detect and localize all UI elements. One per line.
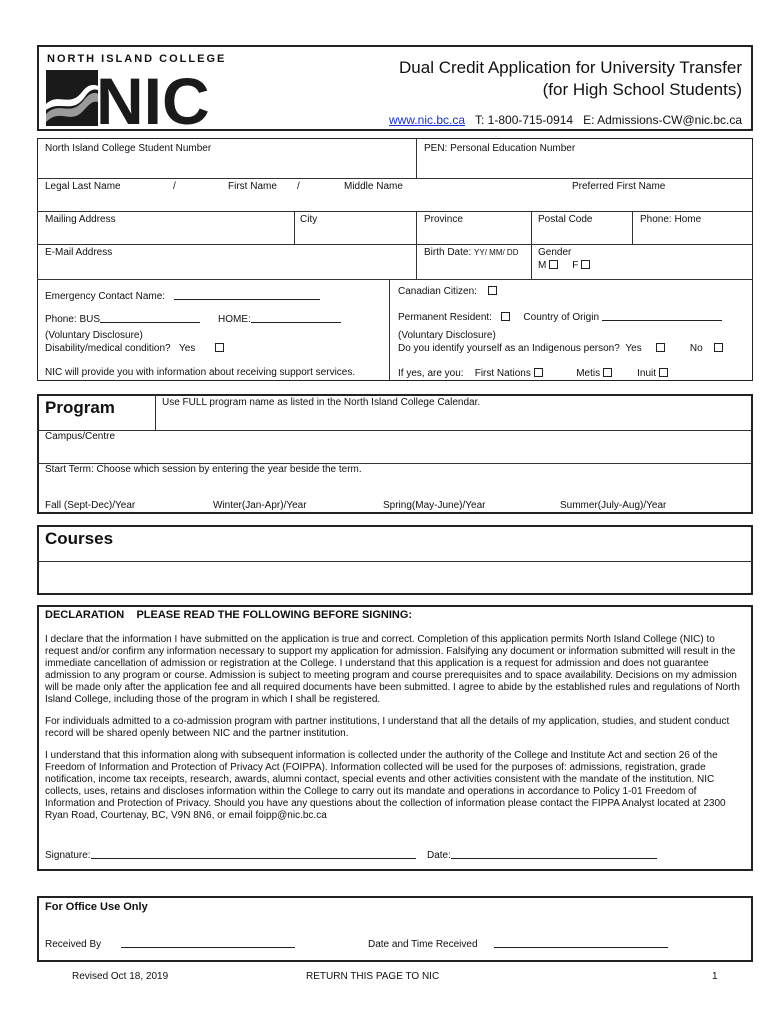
emergency-contact-field[interactable] (174, 290, 320, 300)
office-heading: For Office Use Only (45, 901, 148, 913)
declaration-title: DECLARATION PLEASE READ THE FOLLOWING BEFORE SIGNING: (45, 609, 413, 621)
spring-term: Spring(May-June)/Year (383, 500, 486, 511)
date-time-field[interactable] (494, 938, 668, 948)
program-section (37, 394, 753, 514)
first-name-label: First Name (228, 181, 277, 192)
emergency-contact-label: Emergency Contact Name: (45, 290, 320, 303)
svg-text:NIC: NIC (96, 70, 210, 126)
indigenous-question: Do you identify yourself as an Indigenous person? Yes No (398, 343, 723, 355)
fall-term: Fall (Sept-Dec)/Year (45, 500, 136, 511)
form-title-line2: (for High School Students) (542, 80, 742, 99)
return-note: RETURN THIS PAGE TO NIC (306, 971, 440, 982)
permanent-resident-label: Permanent Resident: Country of Origin (398, 311, 722, 324)
first-nations-checkbox[interactable] (534, 368, 543, 377)
declaration-para-2: For individuals admitted to a co-admission program with partner institutions, I understand that all the details of my application, studies, and student conduct record will be shared openly between NIC and the partner institution. (45, 716, 730, 739)
canadian-citizen-label: Canadian Citizen: (398, 286, 497, 298)
if-yes-row: If yes, are you: First Nations Metis Inuit (398, 368, 668, 380)
date-field[interactable] (451, 849, 657, 859)
student-number-label: North Island College Student Number (45, 143, 212, 154)
province-label: Province (424, 214, 463, 225)
page-number: 1 (712, 971, 718, 982)
declaration-para-1: I declare that the information I have submitted on the application is true and correct. Completion of this application permits North Island College (NIC) to request and/or confirm any information necessary to support my application for admission. Falsifying any document or information submitted will result in the immediate cancellation of admission or registration at the College. I understand that this application is a request for admission and does not guarantee admission to any program or course. Admission is subject to meeting program and course prerequisites and to space availability. Decisions on my admission will be made only after the application fee and all required documents have been submitted. I agree to abide by the established rules and regulations of North Island College, including those of the program in which I shall be registered. (45, 634, 740, 705)
slash-1: / (173, 181, 176, 192)
gender-label: Gender (538, 247, 572, 258)
disability-label: Disability/medical condition? Yes (45, 343, 224, 355)
program-heading: Program (45, 398, 115, 417)
phone-text: T: 1-800-715-0914 (475, 113, 574, 127)
middle-name-label: Middle Name (344, 181, 403, 192)
phone-home2-label: HOME: (218, 313, 341, 326)
email-address-label: E-Mail Address (45, 247, 113, 258)
voluntary-disclosure-1: (Voluntary Disclosure) (45, 330, 143, 341)
received-by-label: Received By (45, 938, 295, 951)
email-text: E: Admissions-CW@nic.bc.ca (583, 113, 742, 127)
preferred-name-label: Preferred First Name (572, 181, 666, 192)
declaration-para-3: I understand that this information along with subsequent information is collected under the authority of the College and Institute Act and section 26 of the Freedom of Information and Protection of Privacy Act (FOIPPA). Information collected will be used for the purposes of: admissions, registration, grade notification, income tax receipts, research, awards, alumni contact, special events and other activities consistent with the mandate of the institution. NIC collects, uses, retains and discloses information within the College to carry out its mandate and operations in accordance to Policy 1-01 Freedom of Information and Protection of Privacy. Should you have any questions about the collection of information please contact the FIPPA Analyst located at 2300 Ryan Road, Courtenay, BC, V9N 8N6, or email foipp@nic.bc.ca (45, 750, 726, 821)
birth-date-label: Birth Date: YY/ MM/ DD (424, 247, 519, 258)
gender-m-checkbox[interactable] (549, 260, 558, 269)
country-of-origin-field[interactable] (602, 311, 722, 321)
date-time-label: Date and Time Received (368, 938, 668, 951)
postal-code-label: Postal Code (538, 214, 593, 225)
pen-label: PEN: Personal Education Number (424, 143, 576, 154)
campus-label: Campus/Centre (45, 431, 116, 442)
form-title-line1: Dual Credit Application for University Transfer (399, 58, 742, 77)
signature-label: Signature: (45, 849, 416, 862)
declaration-body (45, 634, 747, 832)
support-note: NIC will provide you with information about receiving support services. (45, 367, 356, 378)
date-label: Date: (427, 849, 657, 862)
mailing-address-label: Mailing Address (45, 214, 116, 225)
start-term-label: Start Term: Choose which session by entering the year beside the term. (45, 464, 362, 475)
phone-home-label: Phone: Home (640, 214, 702, 225)
canadian-citizen-checkbox[interactable] (488, 286, 497, 295)
city-label: City (300, 214, 318, 225)
birth-date-format: YY/ MM/ DD (474, 248, 519, 257)
received-by-field[interactable] (121, 938, 295, 948)
last-name-label: Legal Last Name (45, 181, 121, 192)
indigenous-yes-checkbox[interactable] (656, 343, 665, 352)
college-name: NORTH ISLAND COLLEGE (47, 53, 227, 65)
indigenous-no-checkbox[interactable] (714, 343, 723, 352)
nic-logo (46, 70, 224, 126)
winter-term: Winter(Jan-Apr)/Year (213, 500, 307, 511)
signature-field[interactable] (91, 849, 416, 859)
program-note: Use FULL program name as listed in the North Island College Calendar. (162, 397, 481, 408)
courses-section (37, 525, 753, 595)
website-link[interactable]: www.nic.bc.ca (388, 113, 465, 127)
summer-term: Summer(July-Aug)/Year (560, 500, 667, 511)
courses-heading: Courses (45, 529, 114, 548)
disability-yes-checkbox[interactable] (215, 343, 224, 352)
inuit-checkbox[interactable] (659, 368, 668, 377)
phone-home2-field[interactable] (251, 313, 341, 323)
metis-checkbox[interactable] (603, 368, 612, 377)
voluntary-disclosure-2: (Voluntary Disclosure) (398, 330, 496, 341)
phone-bus-label: Phone: BUS (45, 313, 200, 326)
gender-options: M F (538, 260, 590, 272)
permanent-resident-checkbox[interactable] (501, 312, 510, 321)
slash-2: / (297, 181, 300, 192)
phone-bus-field[interactable] (100, 313, 200, 323)
gender-f-checkbox[interactable] (581, 260, 590, 269)
contact-line (389, 114, 742, 126)
revised-date: Revised Oct 18, 2019 (72, 971, 169, 982)
